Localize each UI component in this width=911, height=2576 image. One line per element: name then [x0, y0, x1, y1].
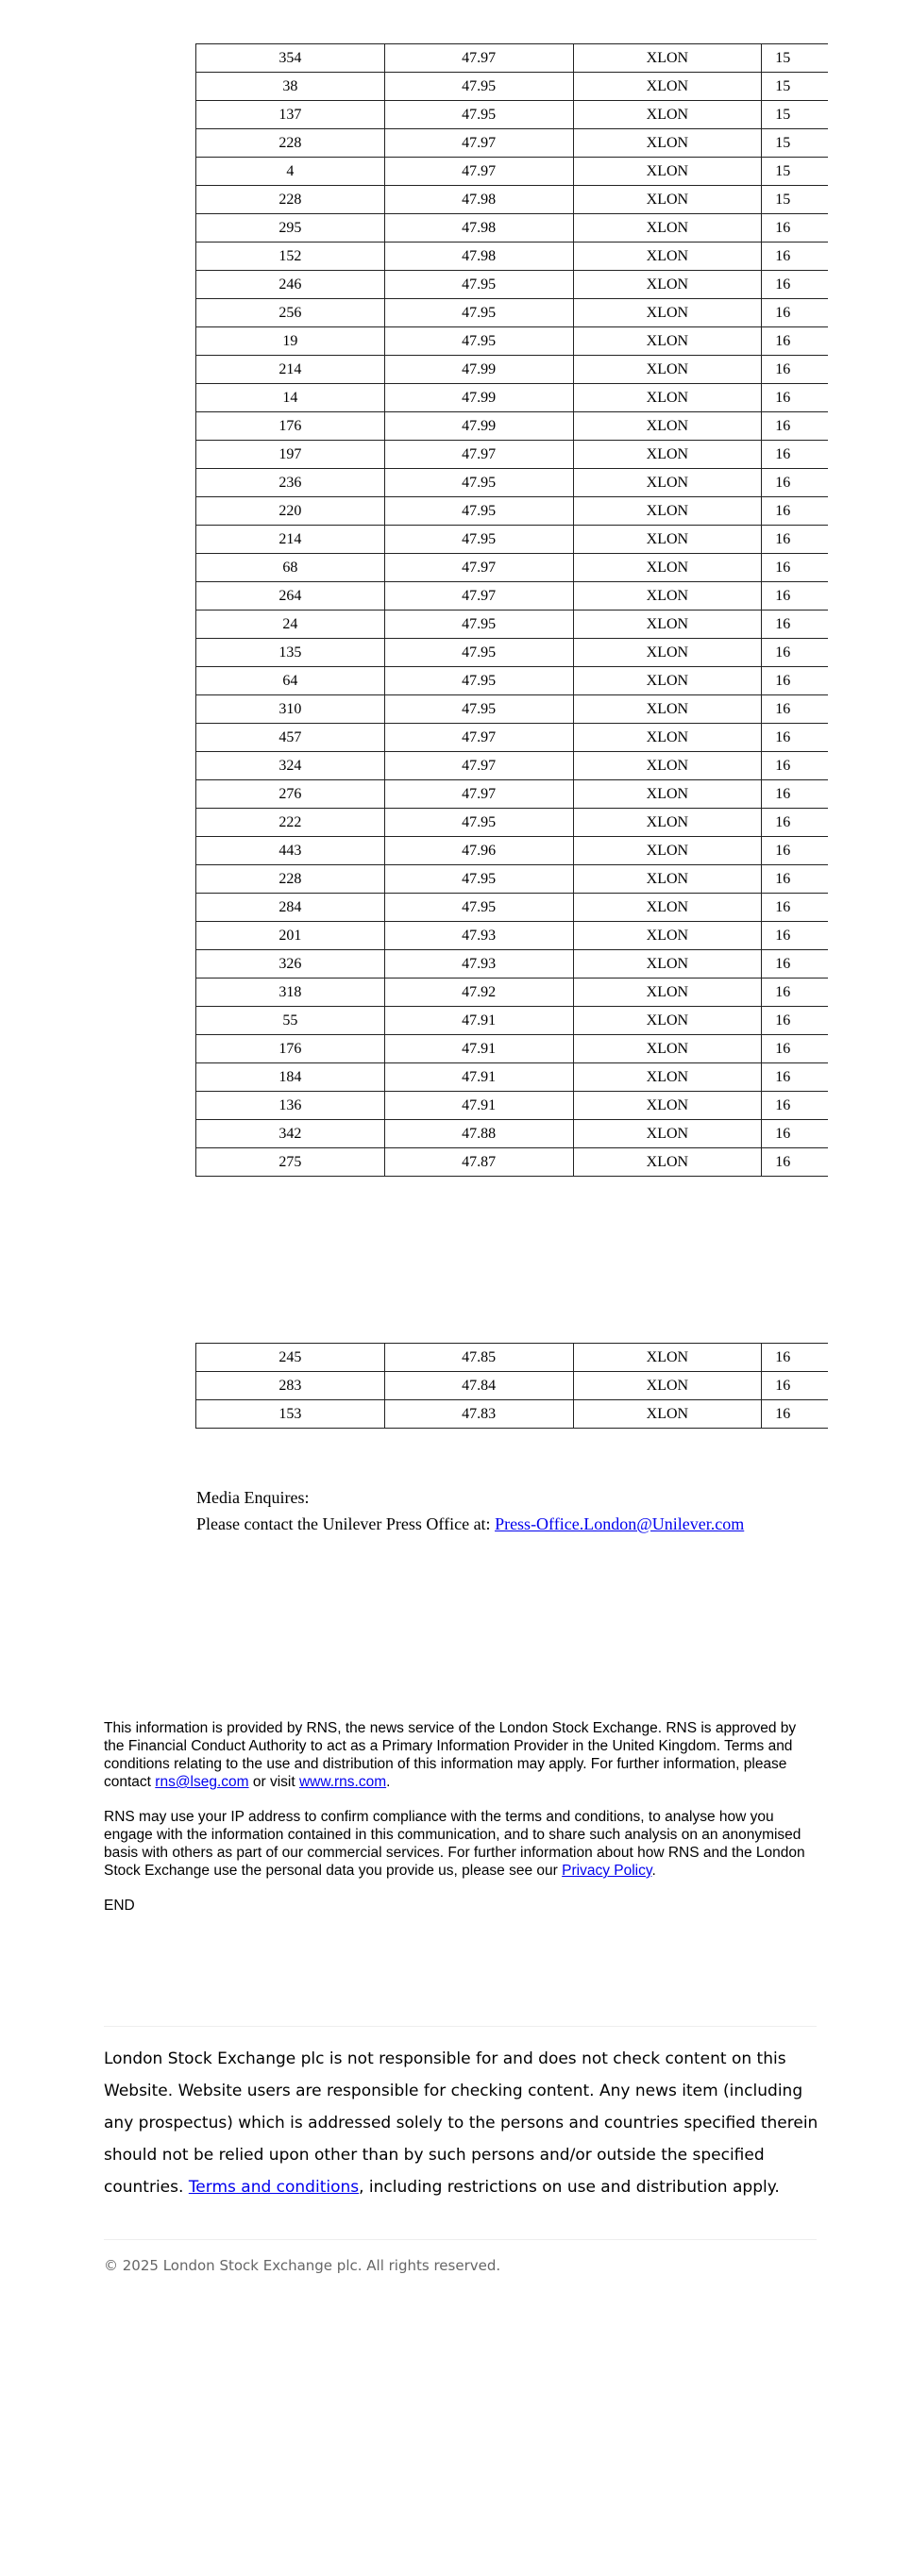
- time-cell: 16: [762, 752, 828, 780]
- rns-p2-text-a: RNS may use your IP address to confirm compliance with the terms and conditions, to analyse how you engage with the information contained in this communication, and to share such analysis on an anonymised basis with others as part of our commercial services. For further information about how RNS and the London Stock Exchange use the personal data you provide us, please see our: [104, 1809, 805, 1879]
- volume-cell: 19: [196, 327, 385, 356]
- volume-cell: 214: [196, 356, 385, 384]
- table-row: [196, 44, 829, 73]
- venue-cell: XLON: [573, 1063, 762, 1092]
- disclaimer-text-a: London Stock Exchange plc is not responsible for and does not check content on this Website. Website users are responsible for checking content. Any news item (including any prospectus) which is addressed solely to the persons and countries specified therein should not be relied upon other than by such persons and/or outside the specified countries.: [104, 2049, 818, 2197]
- volume-cell: 342: [196, 1120, 385, 1148]
- price-cell: 47.85: [384, 1344, 573, 1372]
- table-row: [196, 837, 829, 865]
- table-row: [196, 101, 829, 129]
- table-row: [196, 214, 829, 243]
- venue-cell: XLON: [573, 1400, 762, 1429]
- time-cell: 16: [762, 979, 828, 1007]
- rns-p1-text-c: .: [386, 1774, 391, 1790]
- time-cell: 16: [762, 809, 828, 837]
- volume-cell: 184: [196, 1063, 385, 1092]
- venue-cell: XLON: [573, 44, 762, 73]
- table-row: [196, 1372, 829, 1400]
- table-row: [196, 441, 829, 469]
- table-row: [196, 469, 829, 497]
- volume-cell: 176: [196, 412, 385, 441]
- time-cell: 15: [762, 129, 828, 158]
- volume-cell: 310: [196, 695, 385, 724]
- table-row: [196, 271, 829, 299]
- volume-cell: 64: [196, 667, 385, 695]
- table-row: [196, 299, 829, 327]
- venue-cell: XLON: [573, 554, 762, 582]
- table-row: [196, 639, 829, 667]
- time-cell: 16: [762, 214, 828, 243]
- time-cell: 16: [762, 950, 828, 979]
- price-cell: 47.97: [384, 441, 573, 469]
- venue-cell: XLON: [573, 299, 762, 327]
- volume-cell: 443: [196, 837, 385, 865]
- price-cell: 47.84: [384, 1372, 573, 1400]
- venue-cell: XLON: [573, 1344, 762, 1372]
- price-cell: 47.97: [384, 158, 573, 186]
- price-cell: 47.91: [384, 1063, 573, 1092]
- volume-cell: 318: [196, 979, 385, 1007]
- media-contact-line: [196, 1511, 857, 1537]
- price-cell: 47.97: [384, 582, 573, 611]
- volume-cell: 326: [196, 950, 385, 979]
- volume-cell: 135: [196, 639, 385, 667]
- price-cell: 47.92: [384, 979, 573, 1007]
- time-cell: 16: [762, 837, 828, 865]
- venue-cell: XLON: [573, 1007, 762, 1035]
- time-cell: 16: [762, 1400, 828, 1429]
- rns-p1-text-b: or visit: [248, 1774, 299, 1790]
- price-cell: 47.93: [384, 922, 573, 950]
- volume-cell: 264: [196, 582, 385, 611]
- venue-cell: XLON: [573, 894, 762, 922]
- table-row: [196, 129, 829, 158]
- price-cell: 47.98: [384, 186, 573, 214]
- table-row: [196, 327, 829, 356]
- table-row: [196, 809, 829, 837]
- venue-cell: XLON: [573, 186, 762, 214]
- volume-cell: 153: [196, 1400, 385, 1429]
- volume-cell: 152: [196, 243, 385, 271]
- time-cell: 16: [762, 1035, 828, 1063]
- rns-p1-text-a: This information is provided by RNS, the news service of the London Stock Exchange. RNS is approved by the Financial Conduct Authority to act as a Primary Information Provider in the United Kingdom. Terms and conditions relating to the use and distribution of this information may apply. For further information, please contact: [104, 1720, 797, 1790]
- time-cell: 16: [762, 1092, 828, 1120]
- time-cell: 16: [762, 724, 828, 752]
- price-cell: 47.88: [384, 1120, 573, 1148]
- table-row: [196, 752, 829, 780]
- venue-cell: XLON: [573, 497, 762, 526]
- time-cell: 15: [762, 73, 828, 101]
- venue-cell: XLON: [573, 356, 762, 384]
- venue-cell: XLON: [573, 1372, 762, 1400]
- volume-cell: 295: [196, 214, 385, 243]
- volume-cell: 236: [196, 469, 385, 497]
- volume-cell: 228: [196, 186, 385, 214]
- venue-cell: XLON: [573, 1092, 762, 1120]
- price-cell: 47.95: [384, 865, 573, 894]
- time-cell: 16: [762, 1007, 828, 1035]
- transactions-table-continued-body: [196, 1344, 829, 1429]
- venue-cell: XLON: [573, 695, 762, 724]
- table-row: [196, 780, 829, 809]
- volume-cell: 197: [196, 441, 385, 469]
- venue-cell: XLON: [573, 526, 762, 554]
- price-cell: 47.95: [384, 299, 573, 327]
- price-cell: 47.99: [384, 412, 573, 441]
- table-row: [196, 1092, 829, 1120]
- venue-cell: XLON: [573, 129, 762, 158]
- venue-cell: XLON: [573, 667, 762, 695]
- price-cell: 47.95: [384, 73, 573, 101]
- time-cell: 16: [762, 384, 828, 412]
- time-cell: 16: [762, 441, 828, 469]
- table-row: [196, 695, 829, 724]
- table-row: [196, 979, 829, 1007]
- rns-notice: [104, 1719, 812, 1932]
- volume-cell: 176: [196, 1035, 385, 1063]
- volume-cell: 137: [196, 101, 385, 129]
- price-cell: 47.97: [384, 554, 573, 582]
- rns-website-link[interactable]: www.rns.com: [298, 1774, 387, 1790]
- price-cell: 47.95: [384, 526, 573, 554]
- price-cell: 47.99: [384, 384, 573, 412]
- volume-cell: 220: [196, 497, 385, 526]
- table-row: [196, 922, 829, 950]
- table-row: [196, 186, 829, 214]
- volume-cell: 55: [196, 1007, 385, 1035]
- time-cell: 16: [762, 526, 828, 554]
- venue-cell: XLON: [573, 441, 762, 469]
- table-row: [196, 526, 829, 554]
- price-cell: 47.93: [384, 950, 573, 979]
- venue-cell: XLON: [573, 271, 762, 299]
- time-cell: 16: [762, 243, 828, 271]
- volume-cell: 354: [196, 44, 385, 73]
- volume-cell: 228: [196, 129, 385, 158]
- venue-cell: XLON: [573, 582, 762, 611]
- time-cell: 16: [762, 327, 828, 356]
- price-cell: 47.98: [384, 214, 573, 243]
- transactions-table-continued: [195, 1343, 828, 1429]
- table-row: [196, 356, 829, 384]
- time-cell: 16: [762, 497, 828, 526]
- price-cell: 47.95: [384, 695, 573, 724]
- time-cell: 16: [762, 271, 828, 299]
- table-row: [196, 1344, 829, 1372]
- media-contact-text: Please contact the Unilever Press Office at:: [196, 1514, 496, 1533]
- venue-cell: XLON: [573, 780, 762, 809]
- price-cell: 47.95: [384, 611, 573, 639]
- time-cell: 15: [762, 158, 828, 186]
- table-row: [196, 1007, 829, 1035]
- time-cell: 15: [762, 44, 828, 73]
- volume-cell: 245: [196, 1344, 385, 1372]
- table-row: [196, 894, 829, 922]
- time-cell: 16: [762, 412, 828, 441]
- rns-email-link[interactable]: rns@lseg.com: [155, 1774, 249, 1790]
- time-cell: 16: [762, 611, 828, 639]
- volume-cell: 284: [196, 894, 385, 922]
- venue-cell: XLON: [573, 809, 762, 837]
- volume-cell: 38: [196, 73, 385, 101]
- time-cell: 16: [762, 1372, 828, 1400]
- venue-cell: XLON: [573, 73, 762, 101]
- price-cell: 47.96: [384, 837, 573, 865]
- volume-cell: 201: [196, 922, 385, 950]
- time-cell: 16: [762, 865, 828, 894]
- time-cell: 16: [762, 780, 828, 809]
- volume-cell: 24: [196, 611, 385, 639]
- time-cell: 15: [762, 186, 828, 214]
- price-cell: 47.95: [384, 271, 573, 299]
- volume-cell: 4: [196, 158, 385, 186]
- lse-disclaimer: [104, 2043, 821, 2203]
- venue-cell: XLON: [573, 327, 762, 356]
- time-cell: 16: [762, 695, 828, 724]
- venue-cell: XLON: [573, 837, 762, 865]
- venue-cell: XLON: [573, 865, 762, 894]
- price-cell: 47.99: [384, 356, 573, 384]
- venue-cell: XLON: [573, 979, 762, 1007]
- footer-divider-bottom: [104, 2239, 817, 2240]
- disclaimer-text-b: , including restrictions on use and distribution apply.: [359, 2178, 780, 2197]
- venue-cell: XLON: [573, 611, 762, 639]
- price-cell: 47.87: [384, 1148, 573, 1177]
- time-cell: 15: [762, 101, 828, 129]
- price-cell: 47.95: [384, 327, 573, 356]
- table-row: [196, 724, 829, 752]
- table-row: [196, 243, 829, 271]
- time-cell: 16: [762, 639, 828, 667]
- time-cell: 16: [762, 894, 828, 922]
- price-cell: 47.91: [384, 1007, 573, 1035]
- venue-cell: XLON: [573, 922, 762, 950]
- venue-cell: XLON: [573, 1120, 762, 1148]
- venue-cell: XLON: [573, 1148, 762, 1177]
- venue-cell: XLON: [573, 752, 762, 780]
- copyright-notice: © 2025 London Stock Exchange plc. All rights reserved.: [104, 2257, 501, 2274]
- terms-and-conditions-link[interactable]: Terms and conditions: [188, 2178, 360, 2197]
- volume-cell: 275: [196, 1148, 385, 1177]
- table-row: [196, 497, 829, 526]
- time-cell: 16: [762, 1148, 828, 1177]
- venue-cell: XLON: [573, 469, 762, 497]
- venue-cell: XLON: [573, 412, 762, 441]
- price-cell: 47.95: [384, 469, 573, 497]
- table-row: [196, 950, 829, 979]
- time-cell: 16: [762, 667, 828, 695]
- venue-cell: XLON: [573, 724, 762, 752]
- venue-cell: XLON: [573, 639, 762, 667]
- price-cell: 47.97: [384, 129, 573, 158]
- volume-cell: 324: [196, 752, 385, 780]
- volume-cell: 14: [196, 384, 385, 412]
- table-row: [196, 582, 829, 611]
- time-cell: 16: [762, 554, 828, 582]
- venue-cell: XLON: [573, 243, 762, 271]
- table-row: [196, 1148, 829, 1177]
- price-cell: 47.98: [384, 243, 573, 271]
- table-row: [196, 611, 829, 639]
- table-row: [196, 412, 829, 441]
- volume-cell: 276: [196, 780, 385, 809]
- time-cell: 16: [762, 299, 828, 327]
- volume-cell: 228: [196, 865, 385, 894]
- time-cell: 16: [762, 582, 828, 611]
- volume-cell: 246: [196, 271, 385, 299]
- price-cell: 47.91: [384, 1092, 573, 1120]
- table-row: [196, 667, 829, 695]
- venue-cell: XLON: [573, 214, 762, 243]
- transactions-table: [195, 43, 828, 1177]
- price-cell: 47.95: [384, 639, 573, 667]
- price-cell: 47.97: [384, 752, 573, 780]
- rns-p2-text-b: .: [651, 1863, 656, 1879]
- venue-cell: XLON: [573, 384, 762, 412]
- price-cell: 47.95: [384, 101, 573, 129]
- table-row: [196, 1035, 829, 1063]
- volume-cell: 256: [196, 299, 385, 327]
- transactions-table-body: [196, 44, 829, 1177]
- venue-cell: XLON: [573, 1035, 762, 1063]
- rns-paragraph-1: [104, 1719, 812, 1791]
- price-cell: 47.97: [384, 724, 573, 752]
- table-row: [196, 1400, 829, 1429]
- press-office-email-link[interactable]: Press-Office.London@Unilever.com: [495, 1514, 745, 1533]
- volume-cell: 68: [196, 554, 385, 582]
- price-cell: 47.95: [384, 667, 573, 695]
- venue-cell: XLON: [573, 950, 762, 979]
- table-row: [196, 1120, 829, 1148]
- price-cell: 47.97: [384, 44, 573, 73]
- media-enquiries: [196, 1484, 857, 1537]
- end-marker: END: [104, 1898, 135, 1914]
- volume-cell: 283: [196, 1372, 385, 1400]
- table-row: [196, 865, 829, 894]
- table-row: [196, 554, 829, 582]
- volume-cell: 457: [196, 724, 385, 752]
- table-row: [196, 1063, 829, 1092]
- rns-paragraph-2: [104, 1808, 812, 1880]
- time-cell: 16: [762, 356, 828, 384]
- price-cell: 47.83: [384, 1400, 573, 1429]
- price-cell: 47.91: [384, 1035, 573, 1063]
- volume-cell: 136: [196, 1092, 385, 1120]
- time-cell: 16: [762, 469, 828, 497]
- time-cell: 16: [762, 1344, 828, 1372]
- table-row: [196, 73, 829, 101]
- volume-cell: 214: [196, 526, 385, 554]
- volume-cell: 222: [196, 809, 385, 837]
- table-row: [196, 158, 829, 186]
- time-cell: 16: [762, 1063, 828, 1092]
- media-enquiries-heading: Media Enquires:: [196, 1488, 310, 1507]
- venue-cell: XLON: [573, 158, 762, 186]
- footer-divider-top: [104, 2026, 817, 2027]
- time-cell: 16: [762, 1120, 828, 1148]
- privacy-policy-link[interactable]: Privacy Policy: [562, 1863, 652, 1879]
- venue-cell: XLON: [573, 101, 762, 129]
- price-cell: 47.95: [384, 809, 573, 837]
- price-cell: 47.95: [384, 497, 573, 526]
- price-cell: 47.97: [384, 780, 573, 809]
- table-row: [196, 384, 829, 412]
- time-cell: 16: [762, 922, 828, 950]
- price-cell: 47.95: [384, 894, 573, 922]
